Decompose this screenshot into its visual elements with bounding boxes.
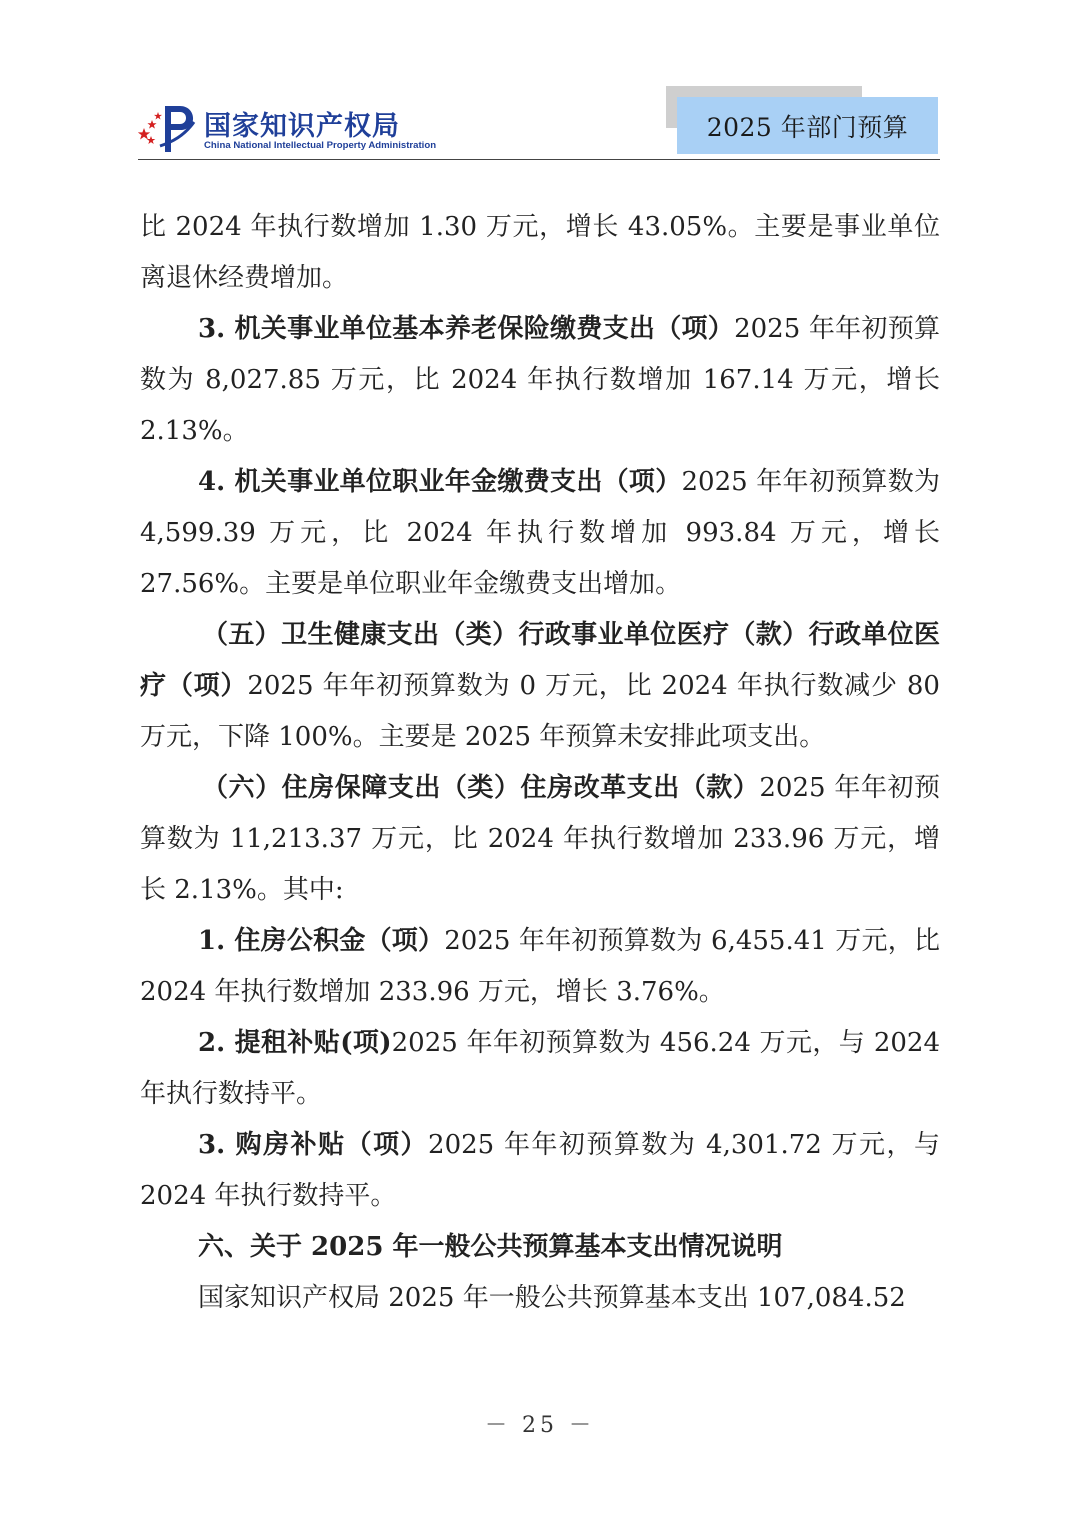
paragraph-pension-insurance: 3. 机关事业单位基本养老保险缴费支出（项）2025 年年初预算数为 8,027.85 万元，比 2024 年执行数增加 167.14 万元，增长 2.13%。 [140, 314, 940, 446]
agency-logo [138, 102, 438, 158]
item-heading: 3. 机关事业单位基本养老保险缴费支出（项） [198, 314, 735, 344]
document-body [140, 202, 940, 1324]
paragraph-housing-fund: 1. 住房公积金（项）2025 年年初预算数为 6,455.41 万元，比 2024 年执行数增加 233.96 万元，增长 3.76%。 [140, 926, 940, 1007]
section-heading: 六、关于 2025 年一般公共预算基本支出情况说明 [198, 1232, 783, 1262]
agency-name-cn: 国家知识产权局 [204, 111, 400, 142]
paragraph-occupational-annuity: 4. 机关事业单位职业年金缴费支出（项）2025 年年初预算数为 4,599.39 万元，比 2024 年执行数增加 993.84 万元，增长 27.56%。主要是单位职业年金缴费支出增加。 [140, 467, 940, 599]
paragraph-purchase-subsidy: 3. 购房补贴（项）2025 年年初预算数为 4,301.72 万元，与 2024 年执行数持平。 [140, 1130, 940, 1211]
cnipa-logo-icon [138, 102, 200, 154]
item-heading: 2. 提租补贴(项) [198, 1028, 392, 1058]
page-header [0, 0, 1080, 170]
paragraph-rent-subsidy: 2. 提租补贴(项)2025 年年初预算数为 456.24 万元，与 2024 年执行数持平。 [140, 1028, 940, 1109]
paragraph-health-expenditure: （五）卫生健康支出（类）行政事业单位医疗（款）行政单位医疗（项）2025 年年初预算数为 0 万元，比 2024 年执行数减少 80 万元，下降 100%。主要是 2025 年预算未安排此项支出。 [140, 620, 940, 752]
header-divider [138, 159, 940, 160]
item-heading: 1. 住房公积金（项） [198, 926, 445, 956]
category-heading: （五）卫生健康支出（类）行政事业单位医疗（款）行政单位医疗（项） [140, 620, 940, 701]
paragraph-housing-expenditure: （六）住房保障支出（类）住房改革支出（款）2025 年年初预算数为 11,213.37 万元，比 2024 年执行数增加 233.96 万元，增长 2.13%。其中: [140, 773, 940, 905]
agency-name-en: China National Intellectual Property Administration [204, 140, 437, 151]
header-tag: 2025 年部门预算 [677, 97, 938, 154]
paragraph-basic-expenditure: 国家知识产权局 2025 年一般公共预算基本支出 107,084.52 [198, 1283, 906, 1313]
item-heading: 3. 购房补贴（项） [198, 1130, 429, 1160]
paragraph-continuation: 比 2024 年执行数增加 1.30 万元，增长 43.05%。主要是事业单位离退休经费增加。 [140, 212, 940, 293]
item-heading: 4. 机关事业单位职业年金缴费支出（项） [198, 467, 682, 497]
page-number: － 25 － [485, 1413, 595, 1438]
category-heading: （六）住房保障支出（类）住房改革支出（款） [202, 773, 760, 803]
